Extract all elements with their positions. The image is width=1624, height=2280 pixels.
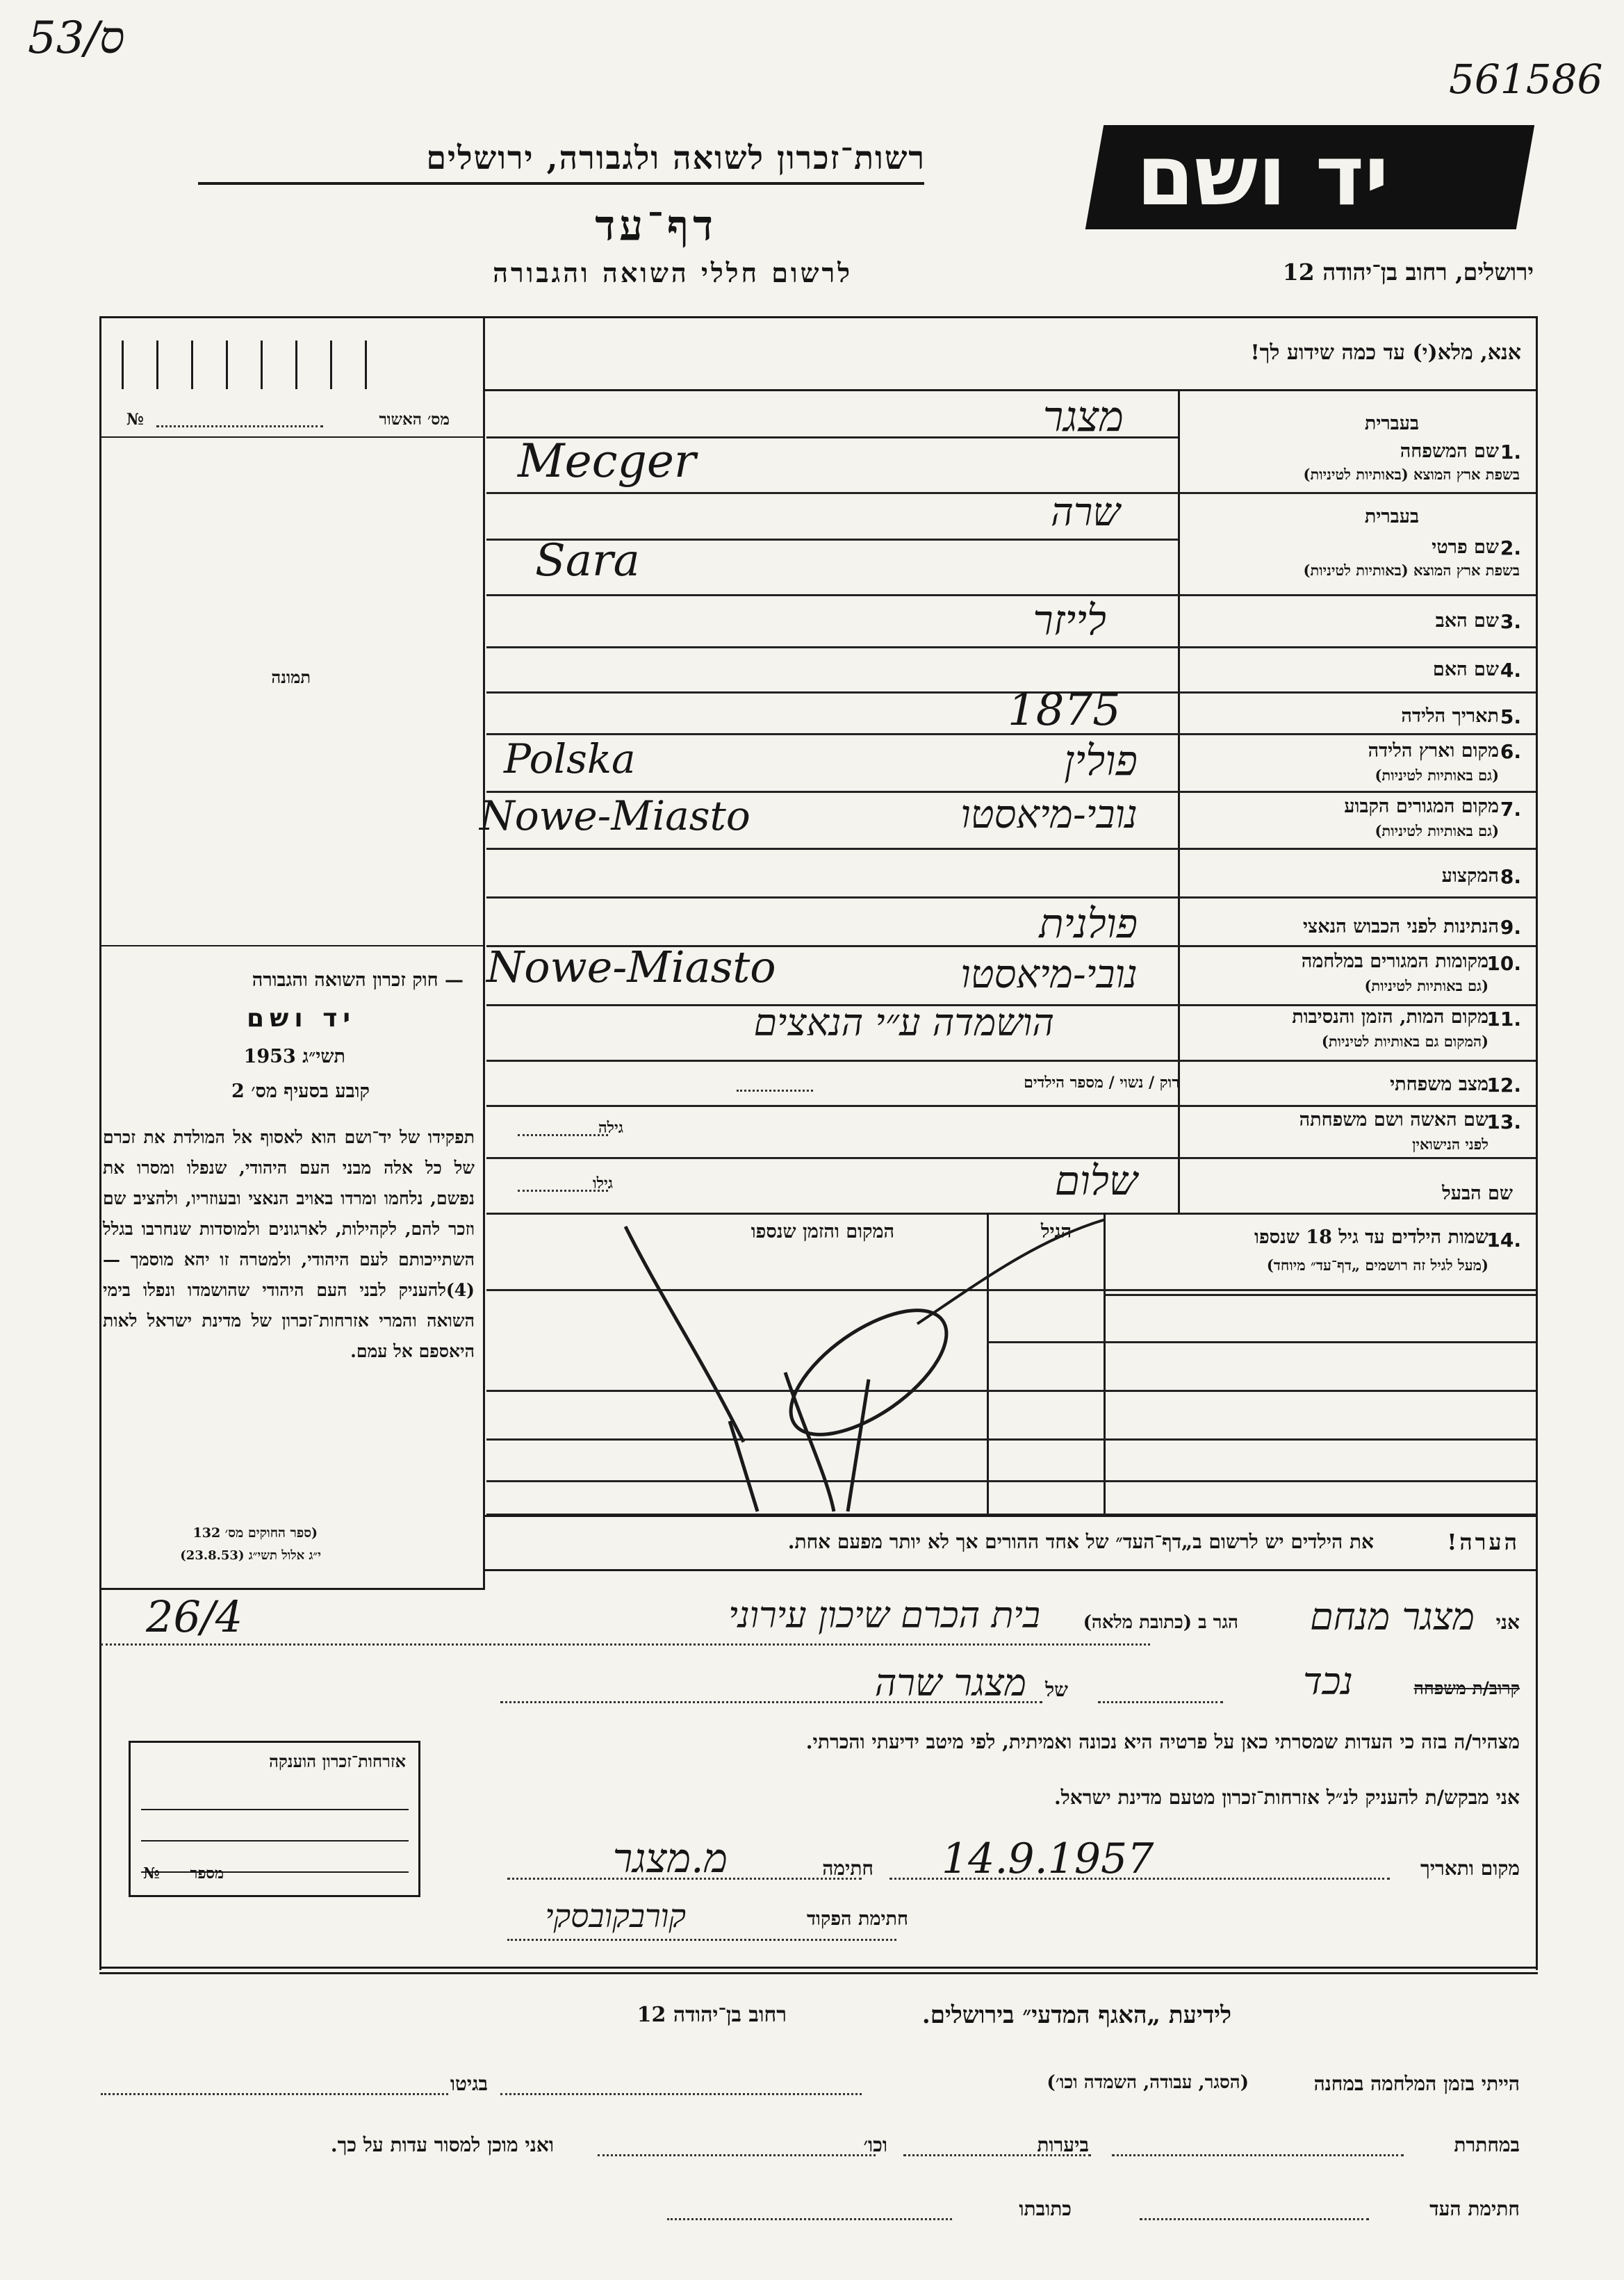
footer-line1-b: (הסגר, עבודה, השמדה וכו׳) — [1047, 2072, 1249, 2093]
date-line — [889, 1878, 1390, 1880]
field-12-number: .12 — [1486, 1074, 1521, 1097]
field-11-label: מקום המות, הזמן והנסיבות — [1292, 1006, 1488, 1028]
note-rule-top — [483, 1515, 1538, 1517]
law-reference: (ספר החוקים מס׳ 132 — [192, 1525, 318, 1541]
law-name: יד ושם — [246, 1004, 356, 1033]
husband-name: שלום — [1054, 1157, 1138, 1204]
row-line — [486, 492, 1536, 494]
approval-rule — [99, 436, 483, 438]
footer-double-rule-2 — [99, 1972, 1538, 1974]
declaration-date: 14.9.1957 — [942, 1835, 1154, 1883]
field-9-number: .9 — [1500, 916, 1521, 939]
footer-line1-c: בגיטו — [450, 2072, 488, 2095]
husband-age-line — [518, 1190, 608, 1192]
footer-title: לידיעת „האגף המדעי״ בירושלים. — [921, 2001, 1231, 2029]
footer-underground-line — [1112, 2154, 1404, 2156]
field-6-sub: (גם באותיות לטיניות) — [1375, 766, 1499, 784]
field-13-number: .13 — [1486, 1110, 1521, 1133]
residence-hebrew: נובי-מיאסטו — [960, 792, 1138, 837]
note-rule-bottom — [483, 1569, 1538, 1571]
field-8-number: .8 — [1500, 865, 1521, 888]
field-14-number: .14 — [1486, 1229, 1521, 1252]
footer-witness-signature-line — [1140, 2218, 1369, 2220]
surname-latin: Mecger — [518, 434, 696, 488]
law-reference-date: י״ג אלול תשי״ג (23.8.53) — [180, 1548, 321, 1563]
decl-place-date: מקום ותאריך — [1420, 1857, 1520, 1880]
field-7-label: מקום המגורים הקבוע — [1344, 796, 1499, 817]
note-text: את הילדים יש לרשום ב„דף־העד״ של אחד ההורים אך לא יותר מפעם אחת. — [787, 1530, 1374, 1553]
relative-line — [500, 1701, 1042, 1703]
wartime-hebrew: נובי-מיאסטו — [960, 952, 1138, 997]
field-2-label: שם פרטי — [1432, 536, 1499, 558]
row-line — [486, 1060, 1536, 1062]
law-year: תשי״ג 1953 — [243, 1046, 345, 1067]
hebrew-tag-1: בעברית — [1364, 413, 1419, 434]
sidebar-divider — [483, 316, 485, 1589]
children-col-age: הגיל — [1040, 1221, 1072, 1242]
citizenship-box-line — [141, 1840, 409, 1842]
field-1-number: .1 — [1500, 441, 1521, 464]
approval-label: מס׳ האשור — [379, 410, 450, 429]
field-7-number: .7 — [1500, 798, 1521, 821]
citizenship-box-number-label: מספר — [190, 1864, 224, 1883]
footer-line2-b: ביערות — [1037, 2133, 1089, 2156]
field-13-label: שם האשה ושם משפחתה — [1299, 1109, 1488, 1131]
field-4-label: שם האם — [1432, 659, 1499, 680]
field-14-label: שמות הילדים עד גיל 18 שנספו — [1254, 1227, 1488, 1248]
field-6-label: מקום וארץ הלידה — [1368, 740, 1499, 762]
frame-right — [1536, 316, 1538, 1970]
husband-age-label: גילו — [593, 1174, 613, 1192]
decl-line-2: אני מבקש/ת להעניק לנ״ל אזרחות־זכרון מטעם מדינת ישראל. — [1053, 1786, 1520, 1809]
relation: נכד — [1303, 1659, 1353, 1703]
row-line — [486, 848, 1536, 850]
children-col-place: המקום והזמן שנספו — [751, 1221, 894, 1242]
citizenship: פולנית — [1039, 900, 1138, 947]
decl-of: של — [1045, 1678, 1068, 1701]
relation-line — [1098, 1701, 1223, 1703]
law-text: תפקידו של יד־ושם הוא לאסוף אל המולדת את זכרם של כל אלה מבני העם היהודי, שנפלו ומסרו את נפשם, נלחמו ומרדו באויב הנאצי ובעוזריו, ולהציב שם וזכר להם, לקהילות, לארגונים ולמוסדות שנחרבו בגלל השתייכותם לעם היהודי, ולמטרה זו יהא מוסמך — (4)להעניק לבני העם היהודי שהושמדו ונפלו בימי השואה והמרי אזרחות־זכרון של מדינת ישראל לאות היאספם אל עמם. — [103, 1127, 475, 1361]
header-address: ירושלים, רחוב בן־יהודה 12 — [1282, 259, 1534, 286]
note-label: הערה! — [1447, 1529, 1520, 1555]
cancellation-scribble — [618, 1213, 1140, 1518]
decl-relative: קרוב/ת משפחה — [1413, 1678, 1520, 1698]
photo-label: תמונה — [271, 667, 311, 687]
hebrew-tag-2: בעברית — [1364, 506, 1419, 527]
archive-mark-left: 53/ס — [28, 13, 125, 64]
field-11-sub: (המקום גם באותיות לטיניות) — [1321, 1033, 1488, 1050]
husband-label: שם הבעל — [1442, 1183, 1513, 1204]
row-line — [486, 896, 1536, 899]
relative-of: מצגר שרה — [874, 1661, 1026, 1705]
field-2-number: .2 — [1500, 536, 1521, 559]
form-purpose: לרשום חללי השואה והגבורה — [493, 257, 853, 288]
photo-rule — [99, 945, 483, 946]
rule-1 — [483, 389, 1538, 391]
row-line — [486, 1157, 1536, 1159]
field-13-sub: לפני הנישואין — [1412, 1135, 1488, 1153]
field-7-sub: (גם באותיות לטיניות) — [1375, 822, 1499, 839]
row-line — [486, 646, 1536, 648]
field-4-number: .4 — [1500, 659, 1521, 682]
field-3-number: .3 — [1500, 610, 1521, 633]
row-line — [486, 1105, 1536, 1107]
citizenship-box-title: אזרחות־זכרון הוענקה — [269, 1751, 406, 1771]
witness-signature: מ.מצגר — [612, 1835, 728, 1882]
law-clause: קובע בסעיף מס׳ 2 — [231, 1081, 370, 1102]
birth-year: 1875 — [1008, 684, 1121, 736]
wife-age-line — [518, 1134, 608, 1136]
wife-age-label: גילה — [598, 1119, 623, 1137]
field-14-sub: (מעל לגיל זה רושמים „דף־עד״ מיוחד) — [1266, 1256, 1488, 1274]
row-line — [486, 594, 1536, 596]
footer-etc-line — [598, 2154, 876, 2156]
frame-top — [99, 316, 1538, 318]
decl-line-1: מצהיר/ה בזה כי העדות שמסרתי כאן על פרטיה היא נכונה ואמיתית, לפי מיטב ידיעתי והכרתי. — [805, 1730, 1520, 1753]
field-6-number: .6 — [1500, 740, 1521, 763]
form-name: דף־עד — [595, 202, 717, 250]
field-2-sub: בשפת ארץ המוצא (באותיות לטיניות) — [1303, 561, 1520, 579]
citizenship-box-line — [141, 1809, 409, 1810]
frame-left — [99, 316, 101, 1970]
decl-resident: הגר ב (כתובת מלאה) — [1083, 1612, 1238, 1633]
footer-camp-line — [500, 2093, 862, 2095]
footer-line2-a: במחתרת — [1454, 2133, 1520, 2156]
citizenship-box-line — [141, 1871, 409, 1873]
officer-signature: קורבקובסקי — [545, 1897, 686, 1935]
birthplace-latin: Polska — [504, 735, 636, 782]
surname-hebrew: מצגר — [1042, 393, 1124, 441]
father-name: לייזר — [1033, 596, 1106, 645]
field-12-label: מצב משפחתי — [1390, 1074, 1488, 1095]
footer-double-rule-1 — [99, 1967, 1538, 1969]
witness-name: מצגר מנחם — [1309, 1595, 1475, 1639]
witness-address-number: 26/4 — [146, 1591, 243, 1642]
footer-address-line — [667, 2218, 952, 2220]
citizenship-box-no-sign: № — [143, 1864, 160, 1883]
footer-line3-a: חתימת העד — [1429, 2197, 1520, 2220]
marital-options: רוק / נשוי / מספר הילדים — [1024, 1074, 1179, 1092]
note-rule-left — [99, 1588, 485, 1590]
archive-mark-right: 561586 — [1449, 56, 1603, 103]
wartime-latin: Nowe-Miasto — [486, 942, 776, 992]
children-row — [1104, 1294, 1536, 1296]
decl-i: אני — [1495, 1611, 1520, 1634]
decl-officer-signature: חתימת הפקוד — [807, 1908, 908, 1930]
footer-forest-line — [903, 2154, 1091, 2156]
field-1-sub: בשפת ארץ המוצא (באותיות לטיניות) — [1303, 466, 1520, 483]
address-line — [101, 1643, 1150, 1646]
logo-text: יד ושם — [1136, 128, 1389, 224]
field-10-sub: (גם באותיות לטיניות) — [1364, 977, 1488, 994]
field-11-number: .11 — [1486, 1008, 1521, 1031]
first-name-hebrew: שרה — [1051, 490, 1120, 535]
authority-underline — [198, 182, 924, 185]
field-10-label: מקומות המגורים במלחמה — [1301, 951, 1488, 972]
approval-line — [156, 425, 323, 427]
yad-vashem-logo — [1085, 125, 1534, 229]
law-title: — חוק זכרון השואה והגבורה — [252, 969, 464, 991]
footer-ghetto-line — [101, 2093, 448, 2095]
death-circumstances: הושמדה ע״י הנאצים — [753, 1001, 1054, 1044]
birthplace-hebrew: פולין — [1064, 737, 1138, 785]
field-3-label: שם האב — [1435, 610, 1499, 632]
footer-line1-a: הייתי בזמן המלחמה במחנה — [1313, 2072, 1520, 2095]
field-1-label: שם המשפחה — [1400, 441, 1499, 462]
footer-line2-c: וכו׳ — [863, 2133, 887, 2156]
signature-line — [507, 1878, 862, 1880]
decl-signature: חתימה — [822, 1857, 873, 1880]
field-8-label: המקצוע — [1441, 865, 1499, 887]
citizenship-box — [129, 1741, 420, 1897]
intro-text: אנא, מלא(י) עד כמה שידוע לך! — [1250, 341, 1521, 365]
field-5-label: תאריך הלידה — [1401, 705, 1499, 727]
field-10-number: .10 — [1486, 952, 1521, 975]
footer-line3-b: כתובתו — [1019, 2197, 1072, 2220]
field-9-label: הנתינות לפני הכבוש הנאצי — [1302, 916, 1499, 937]
footer-address: רחוב בן־יהודה 12 — [637, 2003, 787, 2027]
authority-title: רשות־זכרון לשואה ולגבורה, ירושלים — [426, 139, 926, 177]
field-5-number: .5 — [1500, 705, 1521, 728]
first-name-latin: Sara — [535, 535, 640, 587]
witness-address: בית הכרם שיכון עירוני — [728, 1595, 1040, 1637]
officer-line — [507, 1939, 896, 1941]
residence-latin: Nowe-Miasto — [479, 792, 751, 839]
approval-no-sign: № — [126, 410, 144, 429]
children-count-line — [737, 1090, 813, 1092]
footer-line2-d: ואני מוכן למסור עדות על כך. — [330, 2133, 554, 2156]
